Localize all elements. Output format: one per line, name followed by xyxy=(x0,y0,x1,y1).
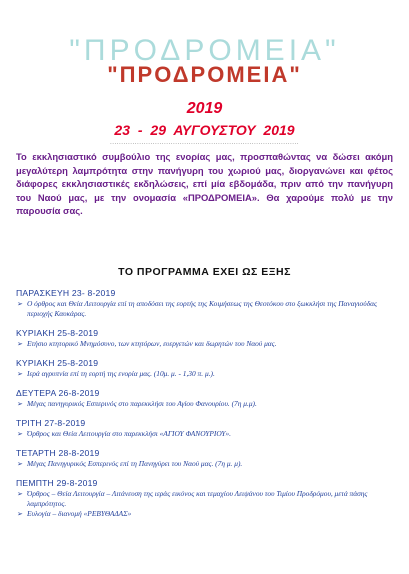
event-item xyxy=(16,509,401,519)
day-title: ΤΕΤΑΡΤΗ 28-8-2019 xyxy=(16,448,100,458)
day-block xyxy=(16,388,401,409)
day-title: ΤΡΙΤΗ 27-8-2019 xyxy=(16,418,86,428)
event-item xyxy=(16,339,401,349)
event-text: Ετήσιο κτητορικό Μνημόσυνο, των κτητόρων, ευεργετών και δωρητών του Ναού μας. xyxy=(27,339,277,348)
event-item xyxy=(16,429,401,439)
program-heading: ΤΟ ΠΡΟΓΡΑΜΜΑ ΕΧΕΙ ΩΣ ΕΞΗΣ xyxy=(118,266,291,278)
event-item xyxy=(16,299,401,319)
day-title: ΚΥΡΙΑΚΗ 25-8-2019 xyxy=(16,328,99,338)
event-item xyxy=(16,399,401,409)
intro-paragraph: Το εκκλησιαστικό συμβούλιο της ενορίας μας, προσπαθώντας να δώσει ακόμη μεγαλύτερη λαμπρότητα στην πανήγυρη του χωριού μας, διοργανώνει και φέτος διάφορες εκκλησιαστικές εκδηλώσεις, επί μία εβδομάδα, πριν από την πανήγυρη του Ναού μας, με την ονομασία «ΠΡΟΔΡΟΜΕΙΑ». Θα χαρούμε πολύ με την παρουσία σας. xyxy=(16,151,393,216)
page-title: "ΠΡΟΔΡΟΜΕΙΑ" xyxy=(107,62,302,87)
arrow-bullet-icon: ➢ xyxy=(17,510,23,518)
dotted-divider: .................................................................................... xyxy=(110,138,299,146)
arrow-bullet-icon: ➢ xyxy=(17,300,23,308)
arrow-bullet-icon: ➢ xyxy=(17,400,23,408)
day-title: ΔΕΥΤΕΡΑ 26-8-2019 xyxy=(16,388,100,398)
event-item xyxy=(16,369,401,379)
day-block xyxy=(16,478,401,519)
event-text: Ο όρθρος και Θεία Λειτουργία επί τη αποδόσει της εορτής της Κοιμήσεως της Θεοτόκου στο ξωκκλήσι της Παναγιούδας περιοχής Καυκάρας. xyxy=(27,299,377,318)
year-label: 2019 xyxy=(186,100,223,117)
day-block xyxy=(16,288,401,319)
day-block xyxy=(16,448,401,469)
event-text: Μέγας πανηγυρικός Εσπερινός στο παρεκκλήσι του Αγίου Φανουρίου. (7η μ.μ). xyxy=(27,399,257,408)
arrow-bullet-icon: ➢ xyxy=(17,460,23,468)
day-block xyxy=(16,328,401,349)
arrow-bullet-icon: ➢ xyxy=(17,430,23,438)
arrow-bullet-icon: ➢ xyxy=(17,490,23,498)
day-title: ΚΥΡΙΑΚΗ 25-8-2019 xyxy=(16,358,99,368)
event-text: Ιερά αγρυπνία επί τη εορτή της ενορία μας. (10μ. μ. - 1,30 π. μ.). xyxy=(27,369,215,378)
event-text: Ευλογία – διανομή «ΡΕΒΥΘΑΔΑΣ» xyxy=(27,509,132,518)
event-item xyxy=(16,459,401,469)
ghost-title: "ΠΡΟΔΡΟΜΕΙΑ" xyxy=(69,34,340,67)
day-block xyxy=(16,358,401,379)
arrow-bullet-icon: ➢ xyxy=(17,340,23,348)
day-block xyxy=(16,418,401,439)
event-text: Μέγας Πανηγυρικός Εσπερινός επί τη Πανηγύρει του Ναού μας. (7η μ. μ). xyxy=(27,459,243,468)
schedule-list xyxy=(16,288,401,528)
event-text: Όρθρος και Θεία Λειτουργία στο παρεκκλήσι «ΑΓΙΟΥ ΦΑΝΟΥΡΙΟΥ». xyxy=(27,429,232,438)
event-text: Όρθρος – Θεία Λειτουργία – Λιτάνευση της ιεράς εικόνος και τεμαχίου Λειψάνου του Τιμίου Προδρόμου, μετά πάσης λαμπρότητος. xyxy=(27,489,368,508)
day-title: ΠΑΡΑΣΚΕΥΗ 23- 8-2019 xyxy=(16,288,116,298)
day-title: ΠΕΜΠΤΗ 29-8-2019 xyxy=(16,478,98,488)
arrow-bullet-icon: ➢ xyxy=(17,370,23,378)
event-item xyxy=(16,489,401,509)
date-range: 23 - 29 ΑΥΓΟΥΣΤΟΥ 2019 xyxy=(114,122,295,138)
